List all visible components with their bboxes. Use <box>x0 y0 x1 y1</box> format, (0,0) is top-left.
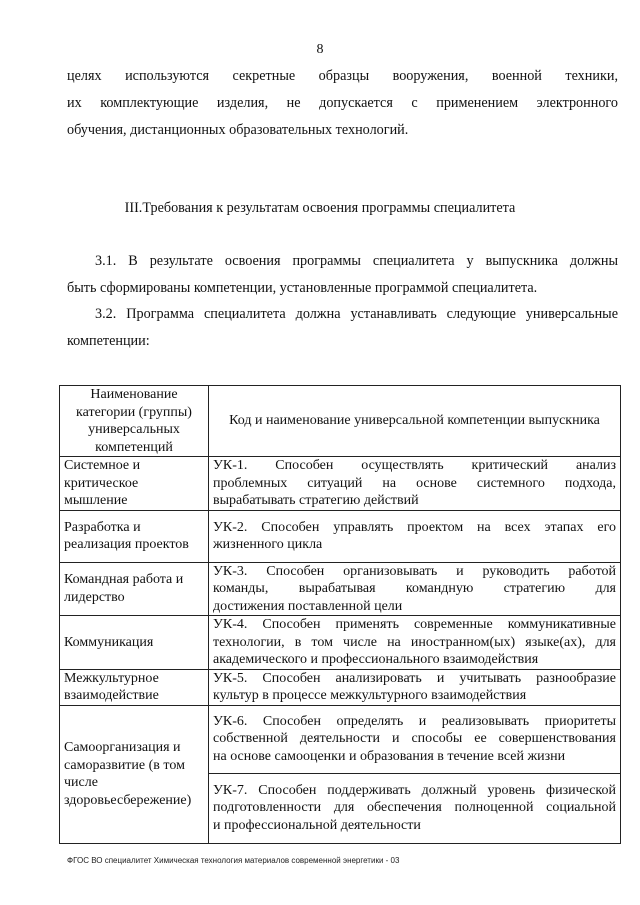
competence-line: УК-5. Способен анализировать и учитывать разнообразие <box>213 670 616 686</box>
paragraph-3-2 <box>67 301 618 355</box>
competence-line: академического и профессионального взаимодействия <box>213 652 539 667</box>
competencies-table <box>59 385 621 844</box>
competence-line: УК-7. Способен поддерживать должный уровень физической <box>213 782 616 798</box>
competence-line: УК-2. Способен управлять проектом на всех этапах его <box>213 519 616 535</box>
competence-line: собственной деятельности и способы ее совершенствования <box>213 731 616 747</box>
section-heading: III.Требования к результатам освоения программы специалитета <box>124 200 516 216</box>
category-cell: Командная работа и лидерство <box>60 562 209 616</box>
competence-line: УК-1. Способен осуществлять критический анализ <box>213 458 616 473</box>
competence-line: и профессиональной деятельности <box>213 817 421 833</box>
competence-line: подготовленности для обеспечения полноценной социальной <box>213 800 616 816</box>
competence-line: УК-6. Способен определять и реализовывать приоритеты <box>213 713 616 729</box>
table-row <box>60 669 621 705</box>
competence-line: проблемных ситуаций на основе системного подхода, <box>213 475 616 491</box>
competence-cell <box>209 705 621 773</box>
competence-line: вырабатывать стратегию действий <box>213 493 419 508</box>
text-line: 3.2. Программа специалитета должна устанавливать следующие универсальные <box>95 306 618 322</box>
text-line: целях используются секретные образцы вооружения, военной техники, <box>67 68 618 84</box>
competence-cell <box>209 510 621 562</box>
competence-line: команды, вырабатывая командную стратегию для <box>213 581 616 596</box>
header-code: Код и наименование универсальной компетенции выпускника <box>209 386 621 457</box>
text-line-last: компетенции: <box>67 333 150 349</box>
competence-line: УК-4. Способен применять современные коммуникативные <box>213 617 616 632</box>
paragraph-3-1 <box>67 248 618 302</box>
page-footer: ФГОС ВО специалитет Химическая технология материалов современной энергетики - 03 <box>67 856 400 865</box>
text-line: их комплектующие изделия, не допускается с применением электронного <box>67 95 618 111</box>
competence-line: культур в процессе межкультурного взаимодействия <box>213 688 527 703</box>
table-row <box>60 510 621 562</box>
table-header-row <box>60 386 621 457</box>
competence-line: жизненного цикла <box>213 537 323 552</box>
category-cell: Разработка и реализация проектов <box>60 510 209 562</box>
category-cell: Системное и критическое мышление <box>60 457 209 511</box>
page-number: 8 <box>316 42 324 57</box>
competence-line: на основе самооценки и образования в течение всей жизни <box>213 748 566 764</box>
competence-line: достижения поставленной цели <box>213 598 403 614</box>
text-line: 3.1. В результате освоения программы специалитета у выпускника должны <box>95 253 618 269</box>
category-cell: Коммуникация <box>60 616 209 670</box>
header-category: Наименование категории (группы) универсальных компетенций <box>60 386 209 457</box>
competence-line: УК-3. Способен организовывать и руководить работой <box>213 563 616 579</box>
competence-cell <box>209 457 621 511</box>
text-line-last: быть сформированы компетенции, установленные программой специалитета. <box>67 280 538 296</box>
table-row <box>60 705 621 773</box>
category-cell: Самоорганизация и саморазвитие (в том числе здоровьесбережение) <box>60 705 209 843</box>
competence-cell <box>209 562 621 616</box>
competence-cell <box>209 669 621 705</box>
intro-paragraph <box>67 63 618 144</box>
text-line-last: обучения, дистанционных образовательных технологий. <box>67 122 409 138</box>
table-row <box>60 457 621 511</box>
competence-cell <box>209 773 621 843</box>
table-row <box>60 562 621 616</box>
competence-cell <box>209 616 621 670</box>
category-cell: Межкультурное взаимодействие <box>60 669 209 705</box>
competence-line: технологии, в том числе на иностранном(ых) языке(ах), для <box>213 634 616 650</box>
table-row <box>60 616 621 670</box>
